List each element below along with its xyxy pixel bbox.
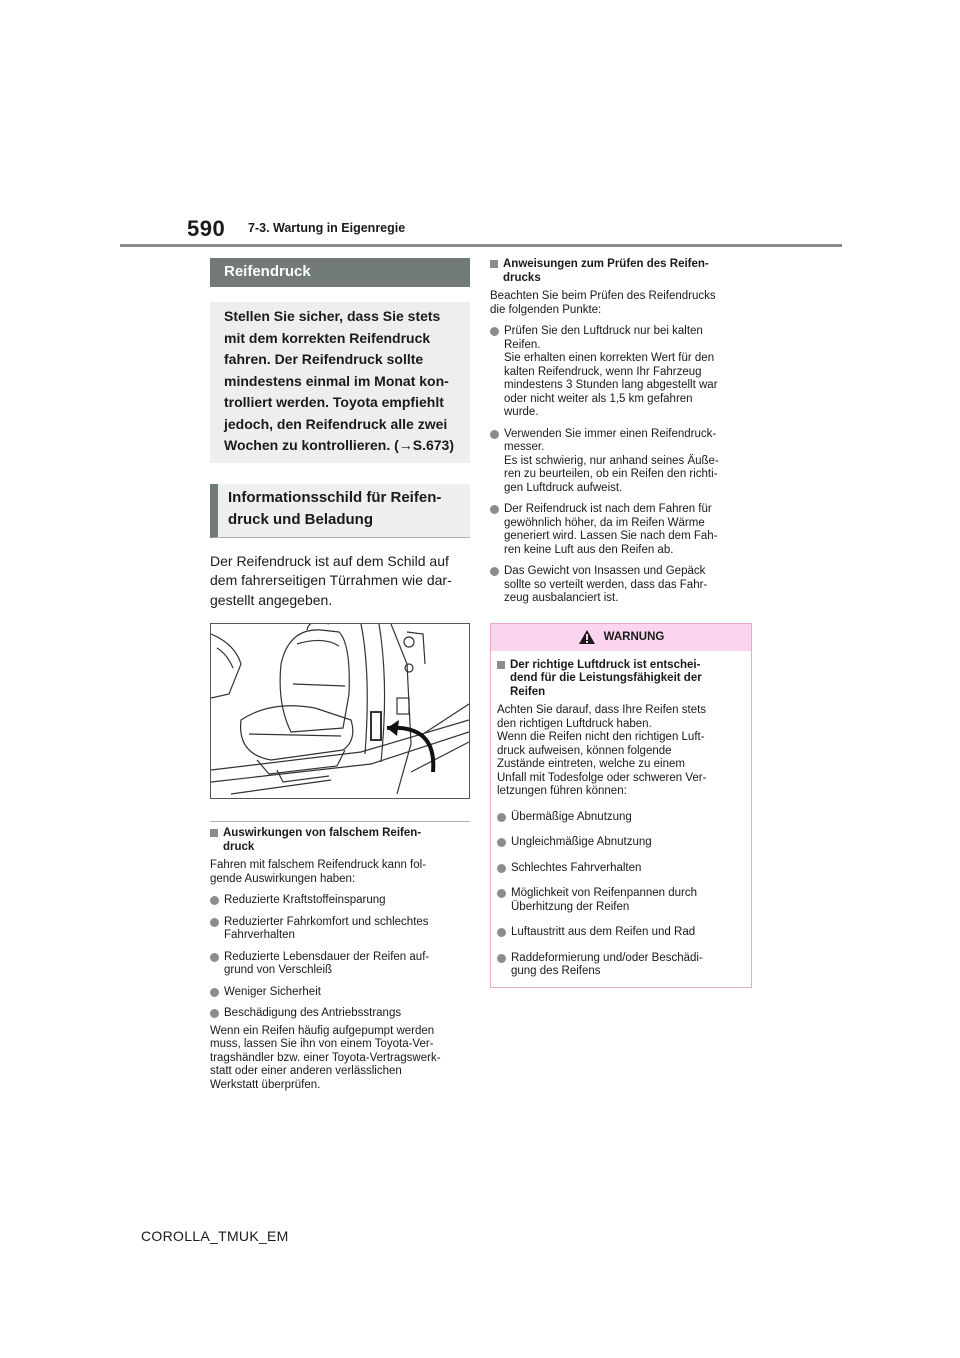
item-line: Ungleichmäßige Abnutzung (511, 836, 652, 848)
car-seat-door-frame-image (211, 624, 469, 798)
effects-section (210, 821, 470, 1092)
item-line: Reifen. (504, 338, 541, 351)
heading-line: drucks (503, 271, 541, 284)
round-bullet-icon (497, 889, 506, 898)
item-line: Schlechtes Fahrverhalten (511, 861, 642, 874)
text-line: Wenn ein Reifen häufig aufgepumpt werden (210, 1024, 435, 1037)
item-line: gung des Reifens (511, 965, 601, 977)
square-bullet-icon (210, 829, 218, 837)
door-frame-illustration (210, 623, 470, 799)
item-line: mindestens 3 Stunden lang abgestellt war (504, 379, 718, 391)
hint-line-link[interactable]: Wochen zu kontrollieren. (→S.673) (224, 437, 455, 453)
round-bullet-icon (490, 505, 499, 514)
footer-model-code: COROLLA_TMUK_EM (141, 1228, 289, 1244)
text-line: die folgenden Punkte: (490, 303, 602, 316)
hint-line: mindestens einmal im Monat kon- (224, 372, 449, 389)
item-line: Weniger Sicherheit (224, 985, 321, 998)
round-bullet-icon (497, 813, 506, 822)
warning-box (490, 623, 752, 988)
list-item (210, 951, 470, 978)
item-line: Luftaustritt aus dem Reifen und Rad (511, 926, 696, 938)
warning-label: WARNUNG (603, 631, 665, 643)
warning-text (497, 704, 745, 799)
list-item (210, 894, 470, 908)
heading-line: druck (223, 840, 255, 853)
list-item (497, 926, 745, 940)
list-item (497, 862, 745, 876)
page-number: 590 (187, 216, 226, 241)
item-line: generiert wird. Lassen Sie nach dem Fah- (504, 530, 718, 542)
round-bullet-icon (210, 1009, 219, 1018)
hint-line: trolliert werden. Toyota empfiehlt (224, 394, 444, 410)
text-line: druck aufweisen, können folgende (497, 744, 672, 757)
list-item (490, 565, 752, 606)
text-line: Wenn die Reifen nicht den richtigen Luft- (497, 731, 705, 743)
round-bullet-icon (490, 567, 499, 576)
warning-triangle-icon (578, 629, 596, 645)
round-bullet-icon (497, 864, 506, 873)
section-title: 7-3. Wartung in Eigenregie (248, 221, 406, 235)
heading-line: Der richtige Luftdruck ist entschei- (510, 658, 701, 671)
heading-line: Anweisungen zum Prüfen des Reifen- (503, 258, 709, 270)
reifendruck-title-bar: Reifendruck (210, 258, 470, 287)
header-rule (120, 244, 842, 247)
item-line: wurde. (504, 406, 539, 418)
effects-closing (210, 1025, 470, 1093)
round-bullet-icon (490, 327, 499, 336)
heading-line: Auswirkungen von falschem Reifen- (223, 827, 422, 839)
list-item (210, 986, 470, 1000)
intro-line: dem fahrerseitigen Türrahmen wie dar- (210, 572, 452, 588)
item-line: gewöhnlich höher, da im Reifen Wärme (504, 516, 705, 529)
intro-line: Der Reifendruck ist auf dem Schild auf (210, 552, 449, 569)
hint-line: mit dem korrekten Reifendruck (224, 329, 431, 346)
hint-line: fahren. Der Reifendruck sollte (224, 351, 424, 367)
subheading-line: Informationsschild für Reifen- (228, 488, 442, 506)
text-line: statt oder einer anderen verlässlichen (210, 1065, 402, 1077)
item-line: Reduzierte Lebensdauer der Reifen auf- (224, 950, 430, 963)
item-line: Es ist schwierig, nur anhand seines Äuße- (504, 454, 719, 467)
text-line: tragshändler bzw. einer Toyota-Vertragswerk- (210, 1051, 441, 1064)
text-line: Fahren mit falschem Reifendruck kann fol- (210, 859, 427, 871)
list-item (497, 836, 745, 850)
item-line: ren keine Luft aus den Reifen ab. (504, 543, 674, 556)
item-line: Der Reifendruck ist nach dem Fahren für (504, 503, 712, 515)
round-bullet-icon (210, 896, 219, 905)
item-line: gen Luftdruck aufweist. (504, 481, 623, 494)
list-item (210, 916, 470, 943)
item-line: kalten Reifendruck, wenn Ihr Fahrzeug (504, 365, 702, 378)
list-item (497, 952, 745, 979)
item-line: messer. (504, 441, 545, 453)
round-bullet-icon (497, 954, 506, 963)
instructions-heading (490, 258, 752, 285)
round-bullet-icon (210, 918, 219, 927)
subheading-line: druck und Beladung (228, 510, 374, 528)
text-line: Beachten Sie beim Prüfen des Reifendrucks (490, 290, 716, 302)
warning-heading (497, 659, 745, 700)
info-label-subheading (210, 484, 470, 538)
warning-header (491, 624, 751, 651)
hint-box (210, 302, 470, 463)
intro-paragraph (210, 552, 470, 611)
item-line: Überhitzung der Reifen (511, 900, 630, 913)
list-item (497, 887, 745, 914)
item-line: Raddeformierung und/oder Beschädi- (511, 951, 703, 964)
item-line: grund von Verschleiß (224, 964, 333, 976)
item-line: Möglichkeit von Reifenpannen durch (511, 887, 698, 899)
text-line: Unfall mit Todesfolge oder schweren Ver- (497, 771, 707, 784)
item-line: Fahrverhalten (224, 929, 295, 941)
intro-line: gestellt angegeben. (210, 591, 333, 608)
list-item (210, 1007, 470, 1021)
round-bullet-icon (210, 988, 219, 997)
effects-heading (210, 827, 470, 854)
round-bullet-icon (210, 953, 219, 962)
text-line: letzungen führen können: (497, 785, 627, 797)
left-column (210, 258, 470, 1092)
list-item (490, 428, 752, 496)
item-line: Sie erhalten einen korrekten Wert für den (504, 352, 715, 364)
item-line: sollte so verteilt werden, dass das Fahr- (504, 578, 708, 591)
item-line: Das Gewicht von Insassen und Gepäck (504, 565, 706, 577)
hint-line: Stellen Sie sicher, dass Sie stets (224, 308, 441, 324)
list-item (490, 503, 752, 557)
item-line: Prüfen Sie den Luftdruck nur bei kalten (504, 325, 703, 337)
warning-body (491, 651, 751, 987)
item-line: Übermäßige Abnutzung (511, 810, 632, 823)
heading-line: dend für die Leistungsfähigkeit der (510, 672, 702, 684)
round-bullet-icon (497, 928, 506, 937)
text-line: gende Auswirkungen haben: (210, 872, 356, 885)
item-line: oder nicht weiter als 1,5 km gefahren (504, 392, 693, 405)
text-line: Werkstatt überprüfen. (210, 1078, 321, 1091)
text-line: Zustände eintreten, welche zu einem (497, 758, 685, 770)
square-bullet-icon (490, 260, 498, 268)
item-line: zeug ausbalanciert ist. (504, 592, 619, 604)
effects-intro (210, 859, 470, 886)
instructions-intro (490, 290, 752, 317)
round-bullet-icon (490, 430, 499, 439)
text-line: muss, lassen Sie ihn von einem Toyota-Ver- (210, 1038, 434, 1050)
item-line: Reduzierte Kraftstoffeinsparung (224, 894, 386, 906)
heading-line: Reifen (510, 685, 546, 698)
item-line: ren zu beurteilen, ob ein Reifen den richti- (504, 468, 718, 480)
hint-line: jedoch, den Reifendruck alle zwei (224, 415, 448, 432)
round-bullet-icon (497, 838, 506, 847)
square-bullet-icon (497, 661, 505, 669)
list-item (490, 325, 752, 420)
item-line: Beschädigung des Antriebsstrangs (224, 1007, 402, 1019)
item-line: Reduzierter Fahrkomfort und schlechtes (224, 915, 429, 928)
text-line: Achten Sie darauf, dass Ihre Reifen stets (497, 704, 707, 716)
text-line: den richtigen Luftdruck haben. (497, 717, 652, 730)
item-line: Verwenden Sie immer einen Reifendruck- (504, 427, 717, 440)
right-column (490, 258, 752, 988)
list-item (497, 811, 745, 825)
